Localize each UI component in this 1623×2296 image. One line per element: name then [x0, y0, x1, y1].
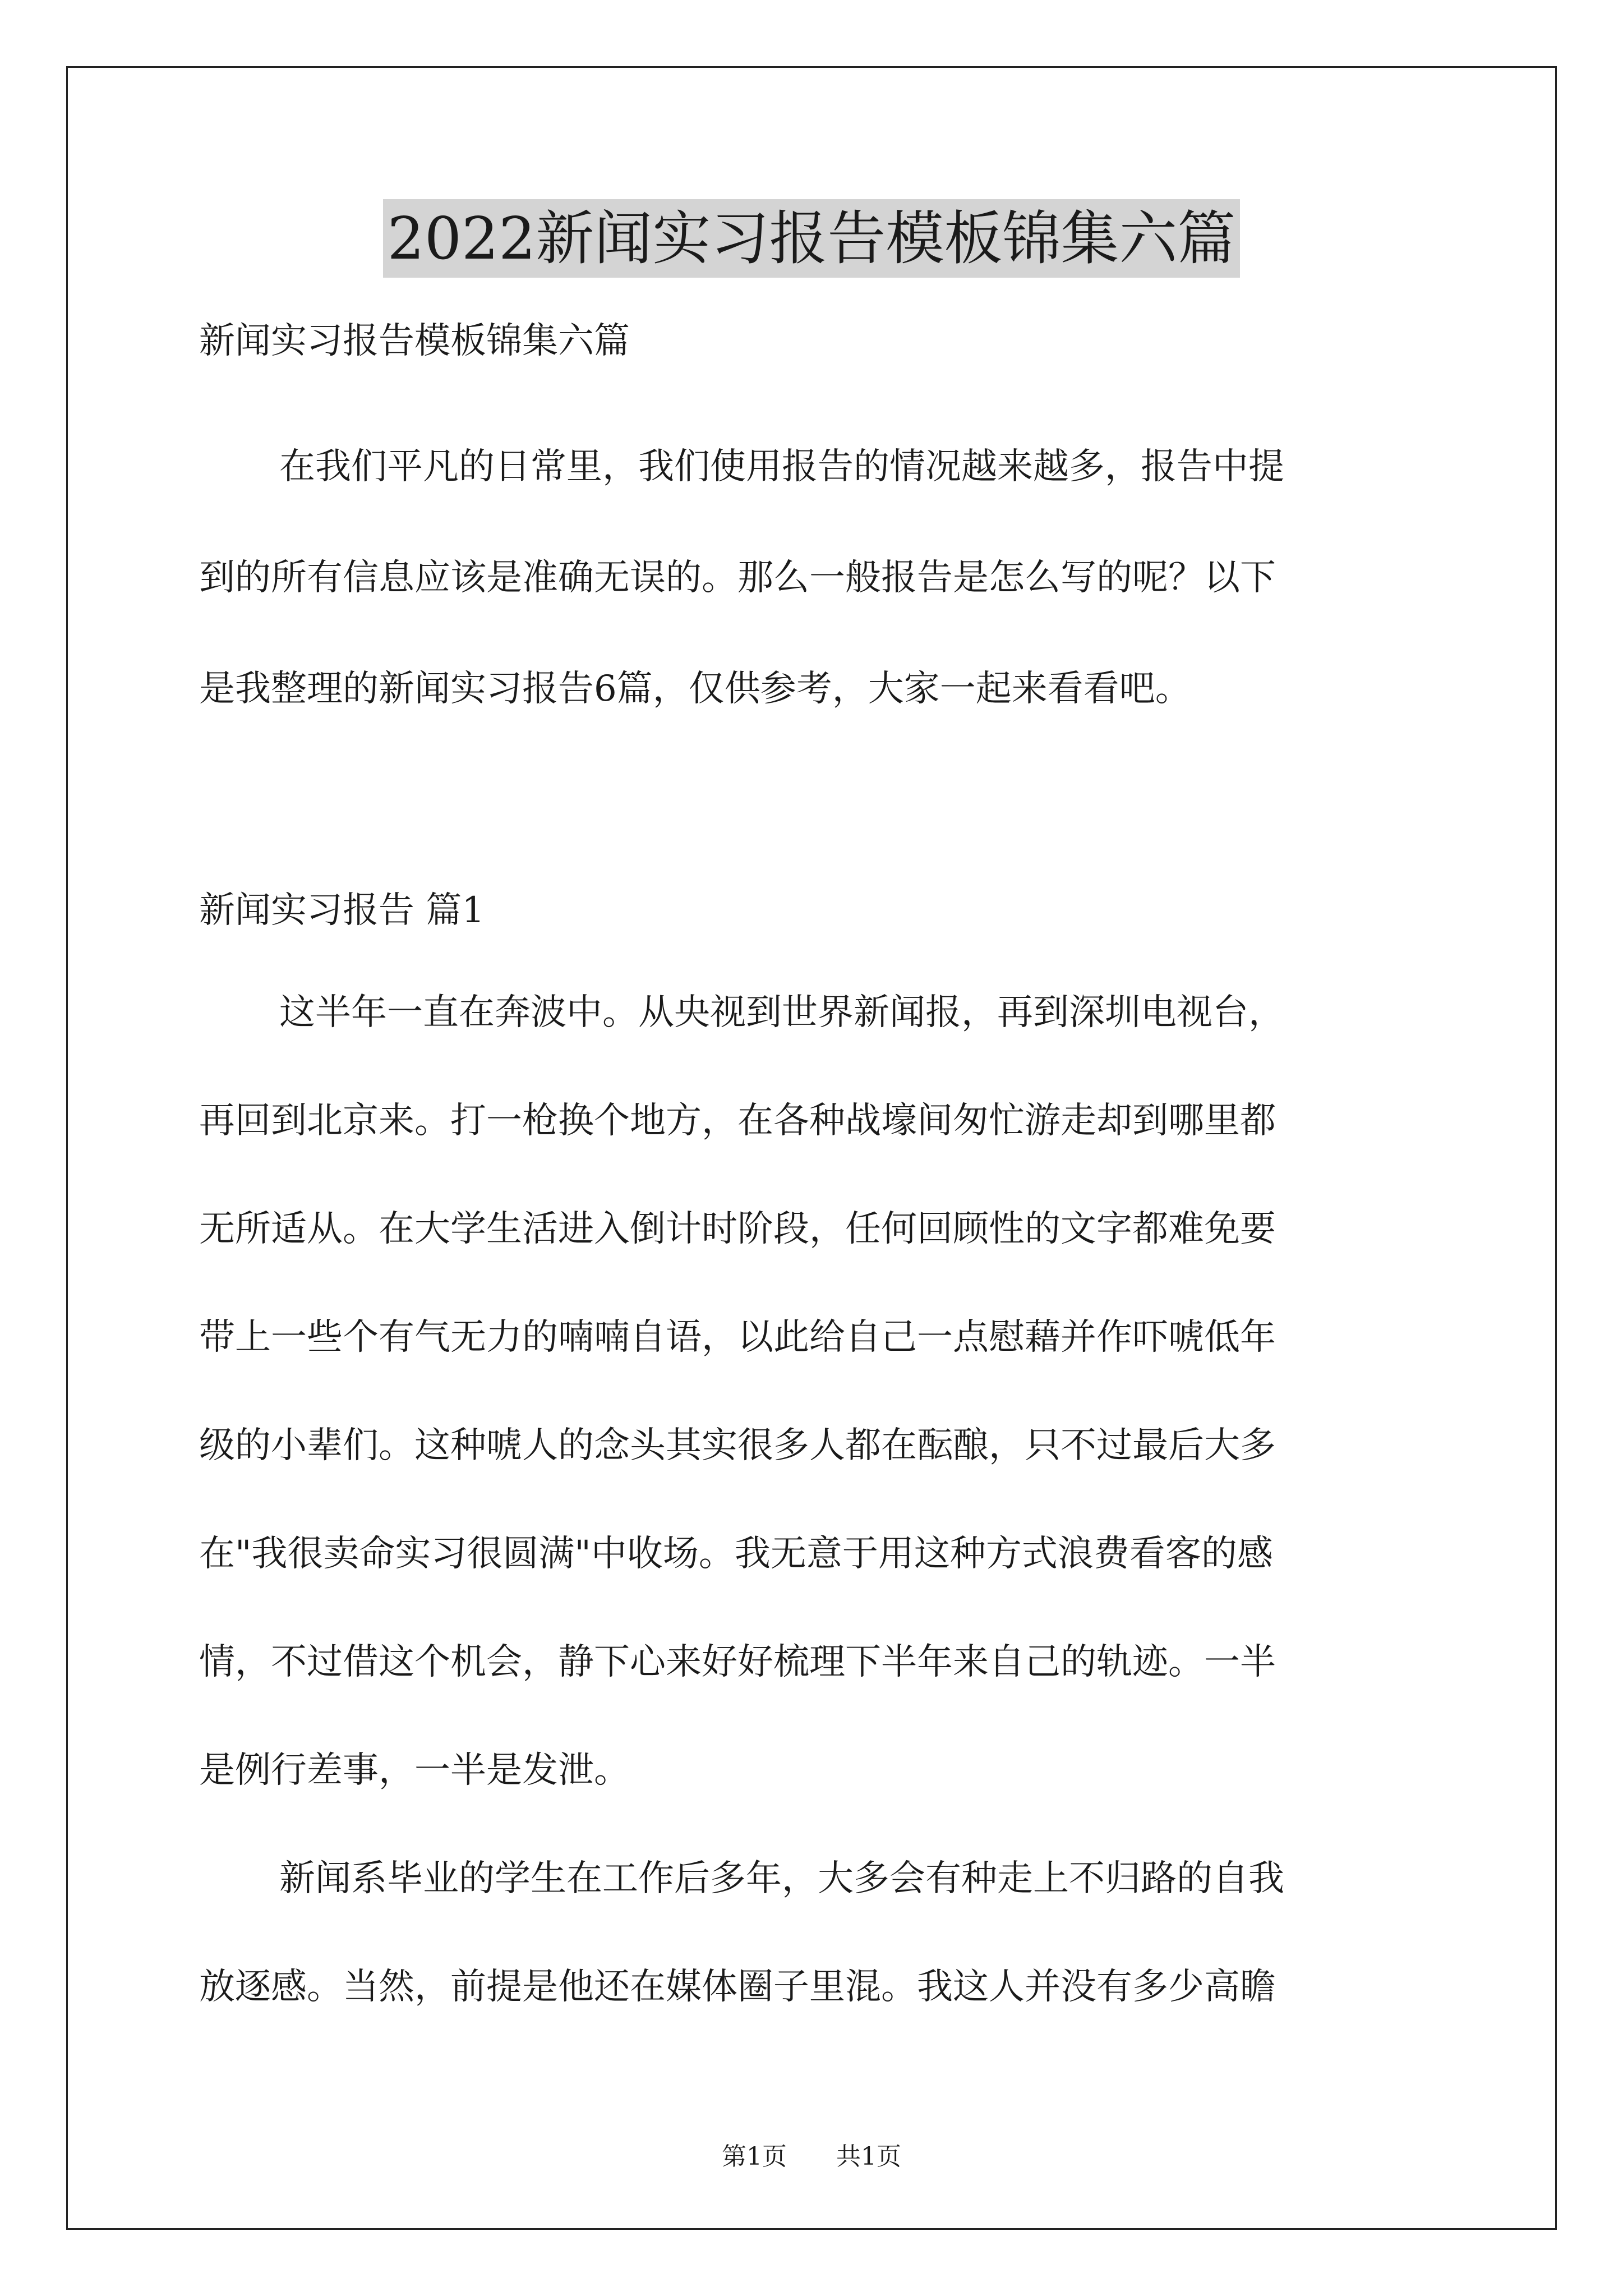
paragraph-line: 带上一些个有气无力的喃喃自语，以此给自己一点慰藉并作吓唬低年 — [199, 1317, 1276, 1358]
paragraph-line: 再回到北京来。打一枪换个地方，在各种战壕间匆忙游走却到哪里都 — [199, 1100, 1276, 1142]
page-border — [66, 66, 1557, 2230]
paragraph-line: 新闻系毕业的学生在工作后多年，大多会有种走上不归路的自我 — [279, 1858, 1284, 1899]
document-title: 2022新闻实习报告模板锦集六篇 — [383, 199, 1241, 278]
intro-line: 到的所有信息应该是准确无误的。那么一般报告是怎么写的呢？以下 — [199, 557, 1276, 599]
document-subtitle: 新闻实习报告模板锦集六篇 — [199, 320, 630, 362]
paragraph-line: 放逐感。当然，前提是他还在媒体圈子里混。我这人并没有多少高瞻 — [199, 1966, 1276, 2008]
paragraph-line: 级的小辈们。这种唬人的念头其实很多人都在酝酿，只不过最后大多 — [199, 1425, 1276, 1466]
page-number: 第1页 — [722, 2142, 787, 2171]
page-total: 共1页 — [836, 2142, 901, 2171]
paragraph-line: 这半年一直在奔波中。从央视到世界新闻报，再到深圳电视台， — [279, 992, 1284, 1033]
paragraph-line: 情，不过借这个机会，静下心来好好梳理下半年来自己的轨迹。一半 — [199, 1641, 1276, 1683]
paragraph-line: 无所适从。在大学生活进入倒计时阶段，任何回顾性的文字都难免要 — [199, 1208, 1276, 1250]
intro-line: 是我整理的新闻实习报告6篇，仅供参考，大家一起来看看吧。 — [199, 668, 1191, 710]
page-footer — [0, 2140, 1623, 2174]
paragraph-line: 是例行差事，一半是发泄。 — [199, 1750, 630, 1791]
title-container — [0, 199, 1623, 278]
section-heading: 新闻实习报告 篇1 — [199, 890, 485, 931]
intro-line: 在我们平凡的日常里，我们使用报告的情况越来越多，报告中提 — [279, 446, 1284, 487]
paragraph-line: 在"我很卖命实习很圆满"中收场。我无意于用这种方式浪费看客的感 — [199, 1533, 1273, 1575]
